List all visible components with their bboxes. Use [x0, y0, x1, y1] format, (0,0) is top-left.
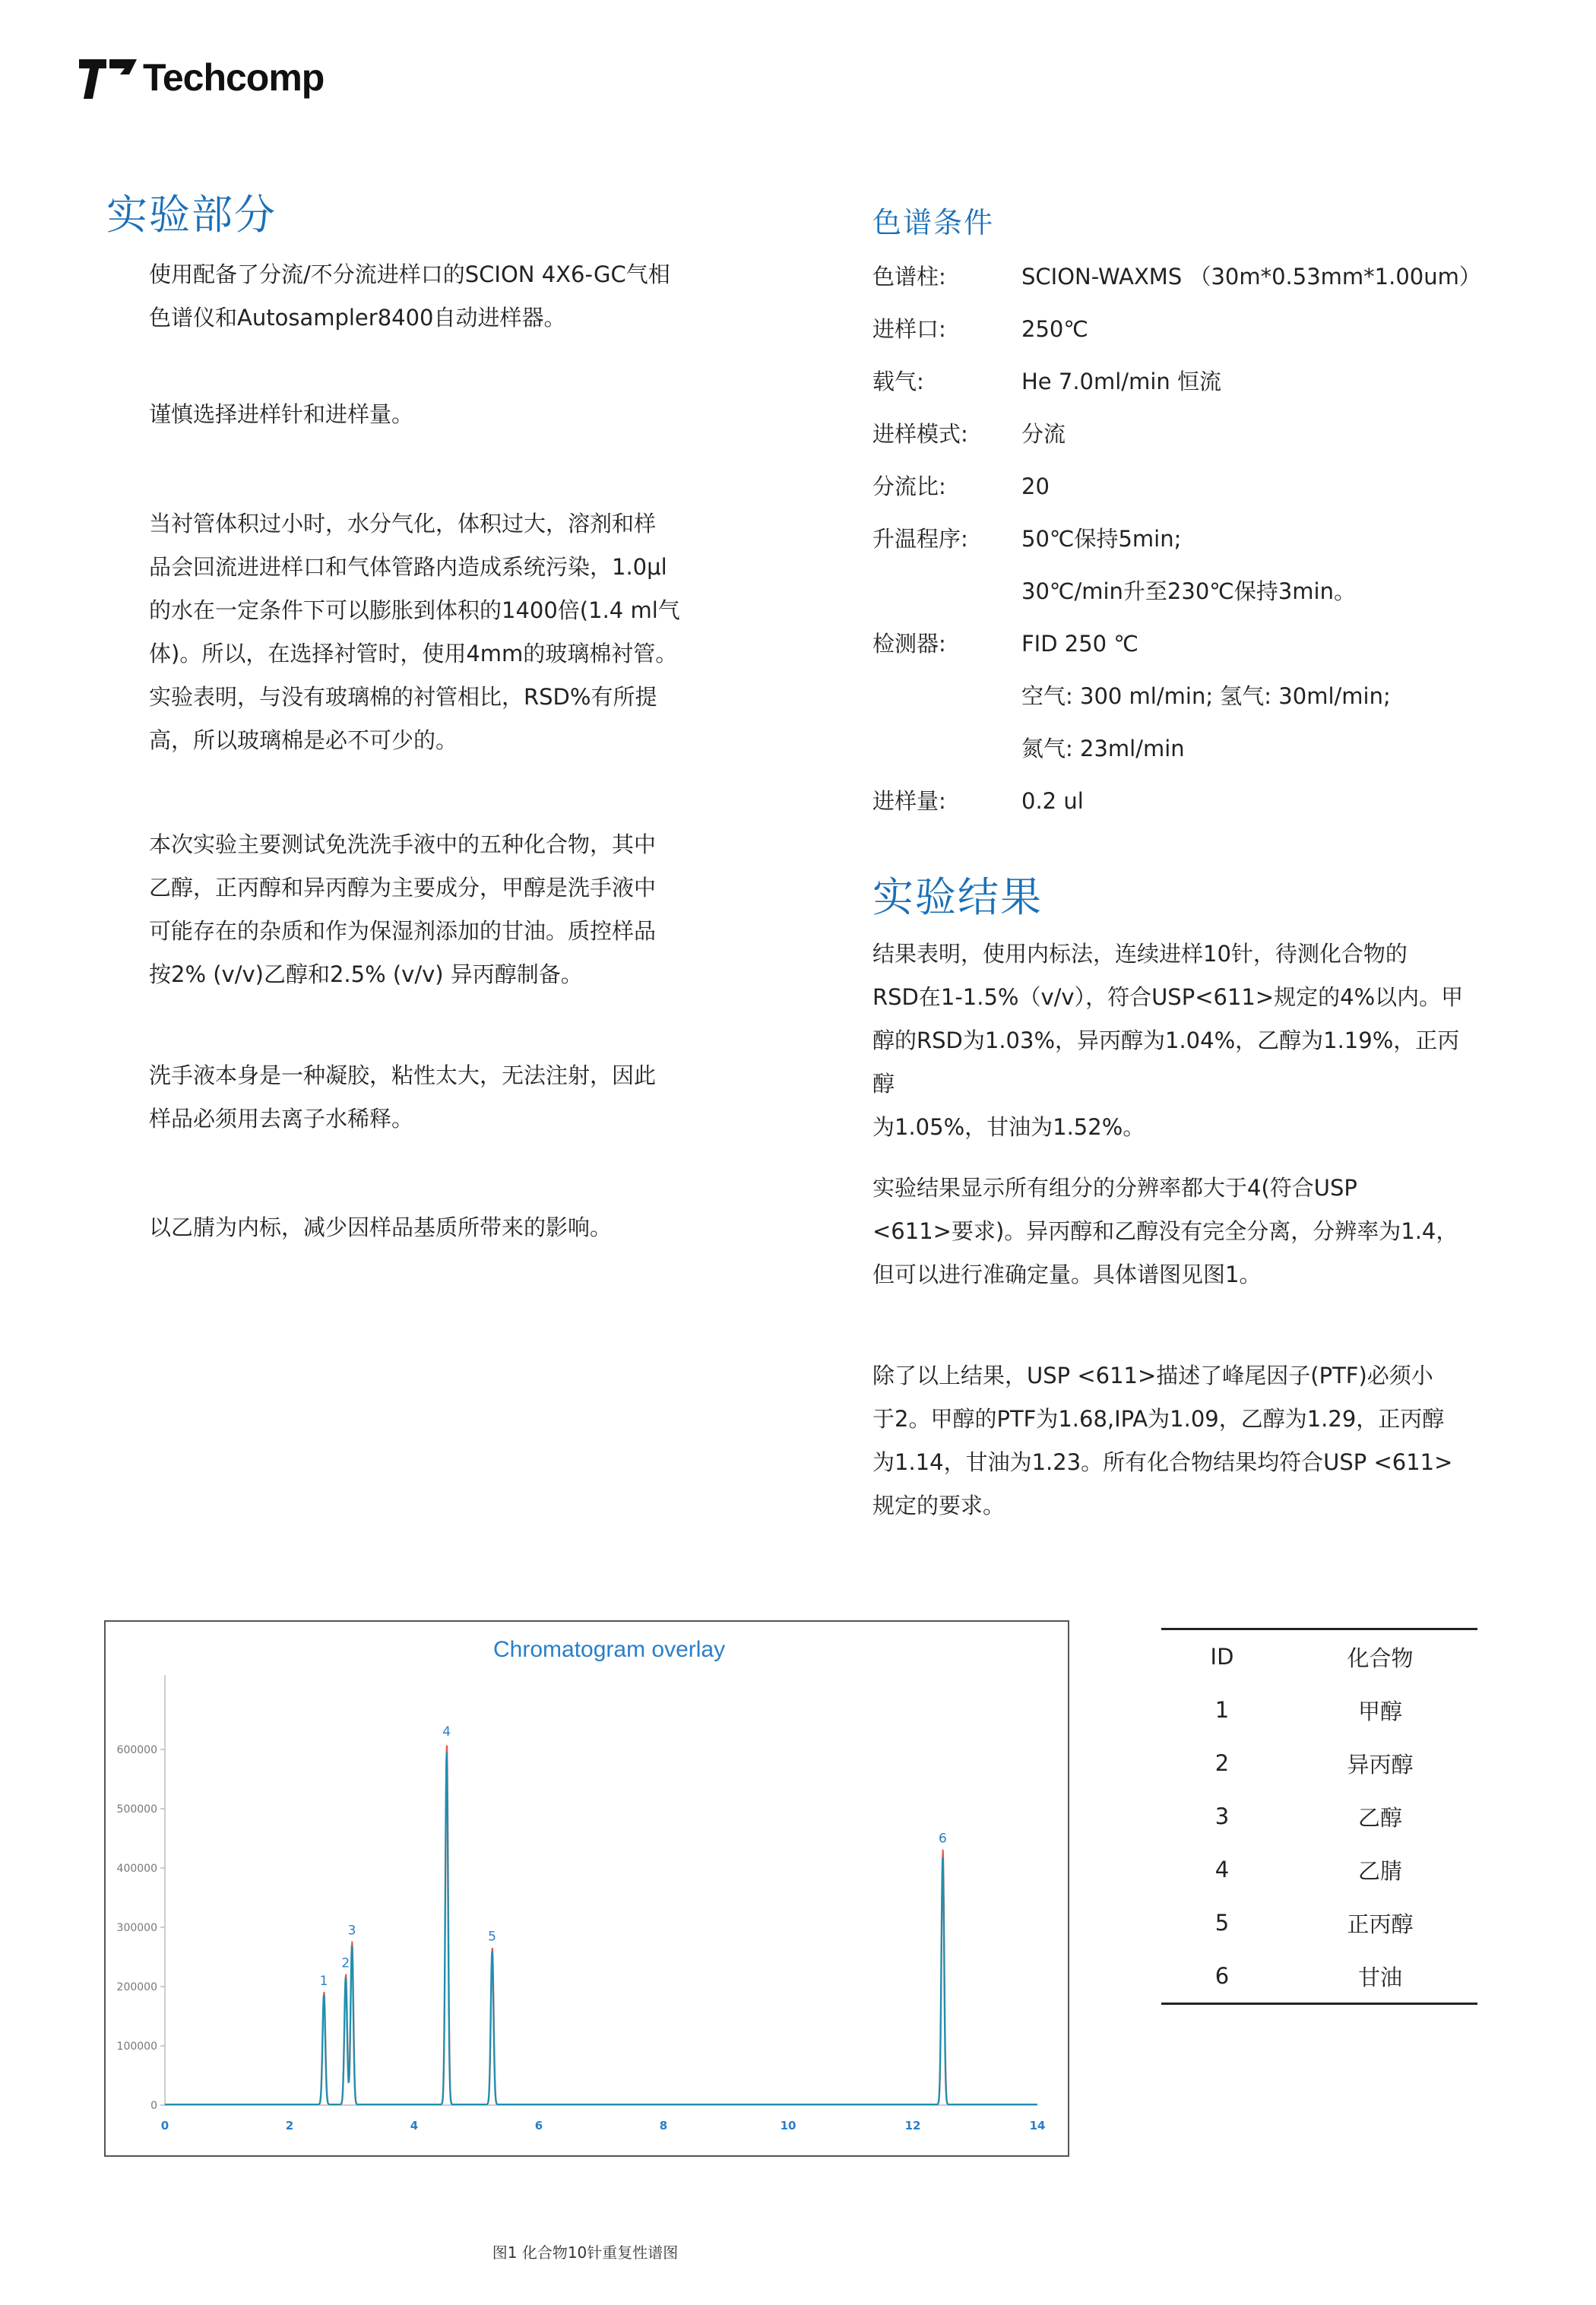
- table-header-row: [1161, 1629, 1477, 1684]
- table-cell-compound: 乙醇: [1357, 1804, 1402, 1831]
- table-row: [1161, 1790, 1477, 1843]
- condition-label: 分流比:: [872, 473, 946, 499]
- table-cell-id: 2: [1214, 1750, 1230, 1776]
- table-row: [1161, 1683, 1477, 1737]
- condition-value: 分流: [1021, 421, 1066, 447]
- peak-label: 4: [442, 1724, 451, 1740]
- table-cell-id: 3: [1214, 1803, 1230, 1829]
- condition-row: [872, 681, 1480, 711]
- figure-caption: 图1 化合物10针重复性谱图: [492, 2243, 679, 2262]
- peak-label: 5: [488, 1929, 496, 1945]
- paragraph: 结果表明，使用内标法，连续进样10针，待测化合物的 RSD在1-1.5%（v/v），符合USP<611>规定的4%以内。甲 醇的RSD为1.03%，异丙醇为1.04%，乙醇为1.19%，正丙醇 为1.05%，甘油为1.52%。: [872, 941, 1464, 1140]
- condition-row: [872, 786, 1480, 816]
- paragraph: 洗手液本身是一种凝胶，粘性太大，无法注射，因此 样品必须用去离子水稀释。: [149, 1062, 657, 1132]
- y-tick-label: 100000: [116, 2041, 157, 2053]
- table-row: [1161, 1896, 1477, 1949]
- table-cell-id: 6: [1214, 1963, 1230, 1989]
- condition-row: [872, 314, 1480, 344]
- table-cell-compound: 正丙醇: [1347, 1911, 1414, 1937]
- condition-value: SCION-WAXMS （30m*0.53mm*1.00um）: [1021, 264, 1481, 290]
- chromatogram-trace: [165, 1752, 1037, 2104]
- table-cell-compound: 甲醇: [1357, 1698, 1402, 1724]
- chromatogram-trace-overlay: [165, 1746, 1037, 2104]
- x-tick-label: 8: [659, 2119, 668, 2132]
- y-tick-label: 600000: [116, 1744, 157, 1756]
- paragraph: 使用配备了分流/不分流进样口的SCION 4X6-GC气相 色谱仪和Autosampler8400自动进样器。: [149, 261, 670, 331]
- x-tick-label: 0: [160, 2119, 169, 2132]
- condition-label: 进样口:: [872, 316, 946, 342]
- condition-label: 色谱柱:: [872, 264, 946, 290]
- techcomp-logo: [76, 50, 324, 105]
- table-cell-id: 4: [1214, 1857, 1230, 1882]
- condition-value: He 7.0ml/min 恒流: [1021, 369, 1221, 394]
- y-tick-label: 300000: [116, 1922, 157, 1934]
- x-tick-label: 12: [904, 2119, 921, 2132]
- section-heading-experiment: 实验部分: [106, 191, 277, 239]
- x-tick-label: 14: [1029, 2119, 1046, 2132]
- peak-label: 1: [319, 1973, 328, 1989]
- techcomp-logo-icon: [76, 52, 140, 103]
- paragraph: 实验结果显示所有组分的分辨率都大于4(符合USP <611>要求)。异丙醇和乙醇没有完全分离，分辨率为1.4， 但可以进行准确定量。具体谱图见图1。: [872, 1175, 1458, 1287]
- chromatogram-chart: [104, 1620, 1069, 2157]
- peak-label: 6: [938, 1831, 947, 1847]
- condition-row: [872, 733, 1480, 764]
- y-tick-label: 200000: [116, 1981, 157, 1993]
- condition-row: [872, 628, 1480, 659]
- condition-value: 空气: 300 ml/min; 氢气: 30ml/min;: [1021, 683, 1391, 709]
- condition-row: [872, 419, 1480, 449]
- condition-row: [872, 261, 1480, 292]
- y-tick-label: 0: [150, 2100, 157, 2112]
- x-tick-label: 10: [780, 2119, 796, 2132]
- section-heading-conditions: 色谱条件: [872, 206, 995, 239]
- table-row: [1161, 1843, 1477, 1896]
- section-heading-results: 实验结果: [872, 873, 1043, 921]
- y-tick-label: 500000: [116, 1803, 157, 1816]
- peak-label: 2: [341, 1955, 350, 1971]
- x-tick-label: 4: [410, 2119, 419, 2132]
- condition-row: [872, 524, 1480, 554]
- condition-value: FID 250 ℃: [1021, 631, 1138, 657]
- table-row: [1161, 1949, 1477, 2004]
- condition-value: 50℃保持5min;: [1021, 526, 1182, 552]
- table-cell-compound: 乙腈: [1357, 1857, 1402, 1884]
- condition-label: 进样量:: [872, 788, 946, 814]
- condition-value: 250℃: [1021, 316, 1088, 342]
- condition-label: 升温程序:: [872, 526, 968, 552]
- table-cell-id: 5: [1214, 1910, 1230, 1936]
- compound-table: [1161, 1628, 1477, 2005]
- condition-row: [872, 576, 1480, 606]
- table-cell-compound: 甘油: [1357, 1964, 1402, 1990]
- x-tick-label: 2: [285, 2119, 294, 2132]
- paragraph: 本次实验主要测试免洗洗手液中的五种化合物，其中 乙醇，正丙醇和异丙醇为主要成分，甲醇是洗手液中 可能存在的杂质和作为保湿剂添加的甘油。质控样品 按2% (v/v)乙醇和2.5% (v/v) 异丙醇制备。: [149, 831, 657, 987]
- condition-value: 氮气: 23ml/min: [1021, 736, 1185, 761]
- chart-title: Chromatogram overlay: [493, 1637, 726, 1662]
- paragraph: 除了以上结果，USP <611>描述了峰尾因子(PTF)必须小 于2。甲醇的PTF为1.68,IPA为1.09，乙醇为1.29，正丙醇 为1.14，甘油为1.23。所有化合物结果均符合USP <611> 规定的要求。: [872, 1363, 1453, 1518]
- peak-label: 3: [347, 1923, 356, 1939]
- condition-row: [872, 471, 1480, 502]
- condition-label: 进样模式:: [872, 421, 968, 447]
- paragraph: 以乙腈为内标，减少因样品基质所带来的影响。: [149, 1214, 613, 1240]
- table-cell-id: 1: [1214, 1697, 1230, 1723]
- condition-label: 载气:: [872, 369, 924, 394]
- condition-value: 0.2 ul: [1021, 788, 1084, 814]
- condition-row: [872, 366, 1480, 397]
- x-tick-label: 6: [534, 2119, 543, 2132]
- brand-name: Techcomp: [143, 56, 325, 99]
- column-header: 化合物: [1347, 1645, 1414, 1671]
- paragraph: 当衬管体积过小时，水分气化，体积过大，溶剂和样 品会回流进进样口和气体管路内造成系统污染，1.0μl 的水在一定条件下可以膨胀到体积的1400倍(1.4 ml气 体)。所以，在选择衬管时，使用4mm的玻璃棉衬管。 实验表明，与没有玻璃棉的衬管相比，RSD%有所提 高，所以玻璃棉是必不可少的。: [149, 511, 680, 753]
- condition-label: 检测器:: [872, 631, 946, 657]
- column-header: ID: [1210, 1644, 1234, 1670]
- paragraph: 谨慎选择进样针和进样量。: [149, 401, 414, 427]
- condition-value: 30℃/min升至230℃保持3min。: [1021, 578, 1356, 604]
- condition-value: 20: [1021, 473, 1050, 499]
- table-cell-compound: 异丙醇: [1347, 1751, 1414, 1778]
- table-row: [1161, 1737, 1477, 1790]
- y-tick-label: 400000: [116, 1863, 157, 1875]
